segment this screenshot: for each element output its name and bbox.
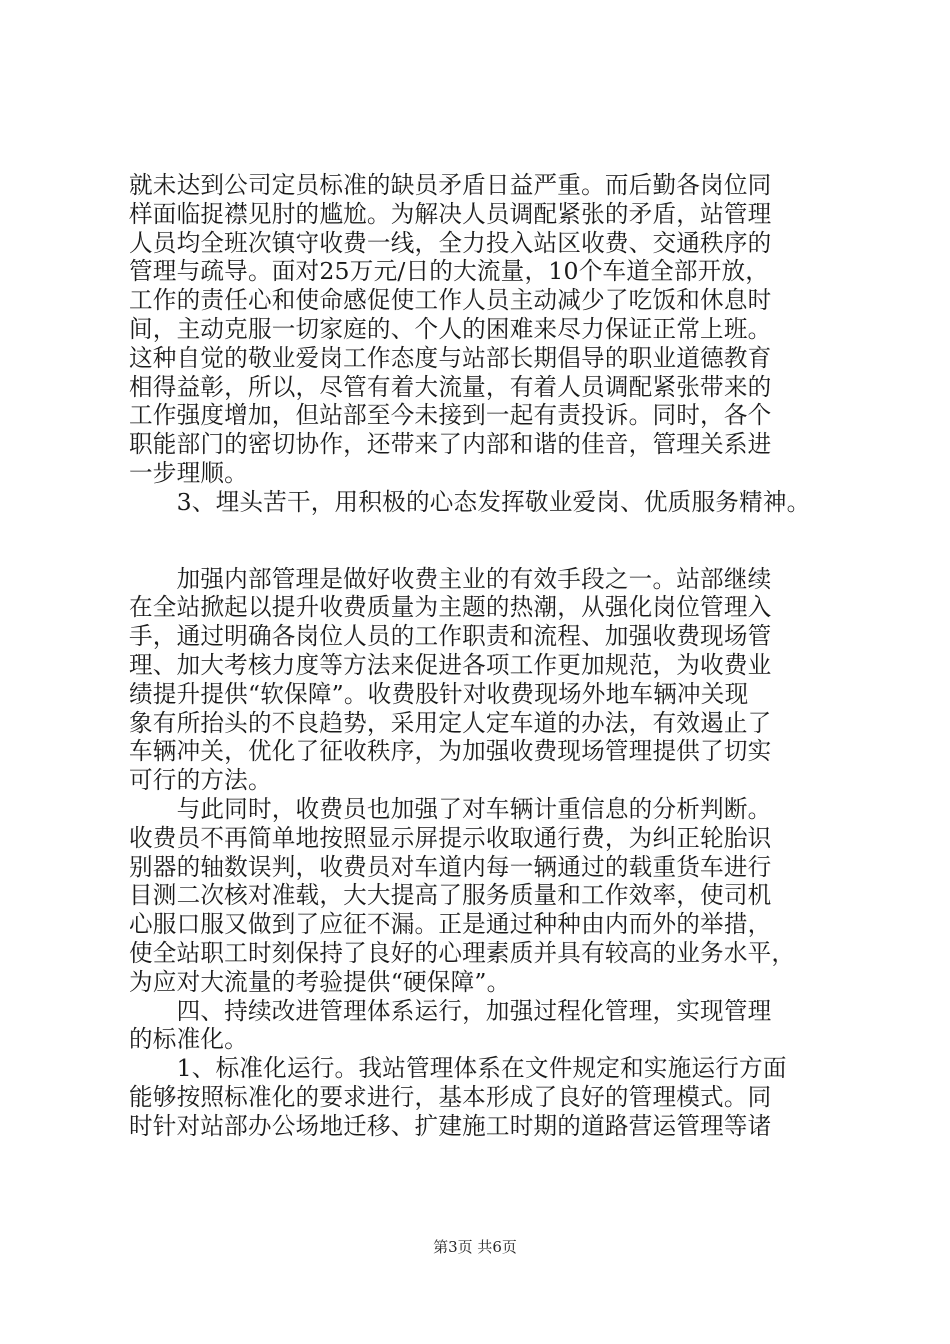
text-line: 能够按照标准化的要求进行，基本形成了良好的管理模式。同 xyxy=(129,1082,772,1111)
text-line: 间，主动克服一切家庭的、个人的困难来尽力保证正常上班。 xyxy=(129,314,772,343)
text-line: 目测二次核对准载，大大提高了服务质量和工作效率，使司机 xyxy=(129,881,772,910)
text-line: 为应对大流量的考验提供“硬保障”。 xyxy=(129,967,511,996)
section-heading: 3、埋头苦干，用积极的心态发挥敬业爱岗、优质服务精神。 xyxy=(129,487,811,516)
text-line: 1、标准化运行。我站管理体系在文件规定和实施运行方面 xyxy=(129,1054,787,1083)
section-heading: 的标准化。 xyxy=(129,1025,248,1054)
text-line: 手，通过明确各岗位人员的工作职责和流程、加强收费现场管 xyxy=(129,622,772,651)
document-body xyxy=(129,171,839,1141)
text-line: 与此同时，收费员也加强了对车辆计重信息的分析判断。 xyxy=(129,794,772,823)
text-line: 工作的责任心和使命感促使工作人员主动减少了吃饭和休息时 xyxy=(129,286,772,315)
text-line: 收费员不再简单地按照显示屏提示收取通行费，为纠正轮胎识 xyxy=(129,823,772,852)
text-line: 就未达到公司定员标准的缺员矛盾日益严重。而后勤各岗位同 xyxy=(129,171,772,199)
text-line: 理、加大考核力度等方法来促进各项工作更加规范，为收费业 xyxy=(129,650,772,679)
text-line: 心服口服又做到了应征不漏。正是通过种种由内而外的举措， xyxy=(129,910,772,939)
text-line: 一步理顺。 xyxy=(129,458,248,487)
text-line: 绩提升提供“软保障”。收费股针对收费现场外地车辆冲关现 xyxy=(129,679,749,708)
text-line: 可行的方法。 xyxy=(129,766,272,795)
text-line: 管理与疏导。面对25万元/日的大流量，10个车道全部开放， xyxy=(129,257,770,286)
text-line: 职能部门的密切协作，还带来了内部和谐的佳音，管理关系进 xyxy=(129,430,772,459)
text-line: 这种自觉的敬业爱岗工作态度与站部长期倡导的职业道德教育 xyxy=(129,343,772,372)
page-footer xyxy=(0,1237,950,1257)
text-line: 在全站掀起以提升收费质量为主题的热潮，从强化岗位管理入 xyxy=(129,593,772,622)
paragraph-block-2 xyxy=(129,565,839,1141)
text-line: 工作强度增加，但站部至今未接到一起有责投诉。同时，各个 xyxy=(129,401,772,430)
text-line: 车辆冲关，优化了征收秩序，为加强收费现场管理提供了切实 xyxy=(129,737,772,766)
text-line: 相得益彰，所以，尽管有着大流量，有着人员调配紧张带来的 xyxy=(129,372,772,401)
section-heading: 四、持续改进管理体系运行，加强过程化管理，实现管理 xyxy=(129,996,772,1025)
text-line: 别器的轴数误判，收费员对车道内每一辆通过的载重货车进行 xyxy=(129,852,772,881)
text-line: 样面临捉襟见肘的尴尬。为解决人员调配紧张的矛盾，站管理 xyxy=(129,199,772,228)
text-line: 使全站职工时刻保持了良好的心理素质并具有较高的业务水平， xyxy=(129,938,796,967)
page-number: 第3页 共6页 xyxy=(433,1238,517,1256)
text-line: 加强内部管理是做好收费主业的有效手段之一。站部继续 xyxy=(129,564,772,593)
text-line: 人员均全班次镇守收费一线，全力投入站区收费、交通秩序的 xyxy=(129,228,772,257)
text-line: 时针对站部办公场地迁移、扩建施工时期的道路营运管理等诸 xyxy=(129,1111,772,1140)
text-line: 象有所抬头的不良趋势，采用定人定车道的办法，有效遏止了 xyxy=(129,708,772,737)
blank-line xyxy=(129,517,839,565)
paragraph-block-1 xyxy=(129,171,839,517)
